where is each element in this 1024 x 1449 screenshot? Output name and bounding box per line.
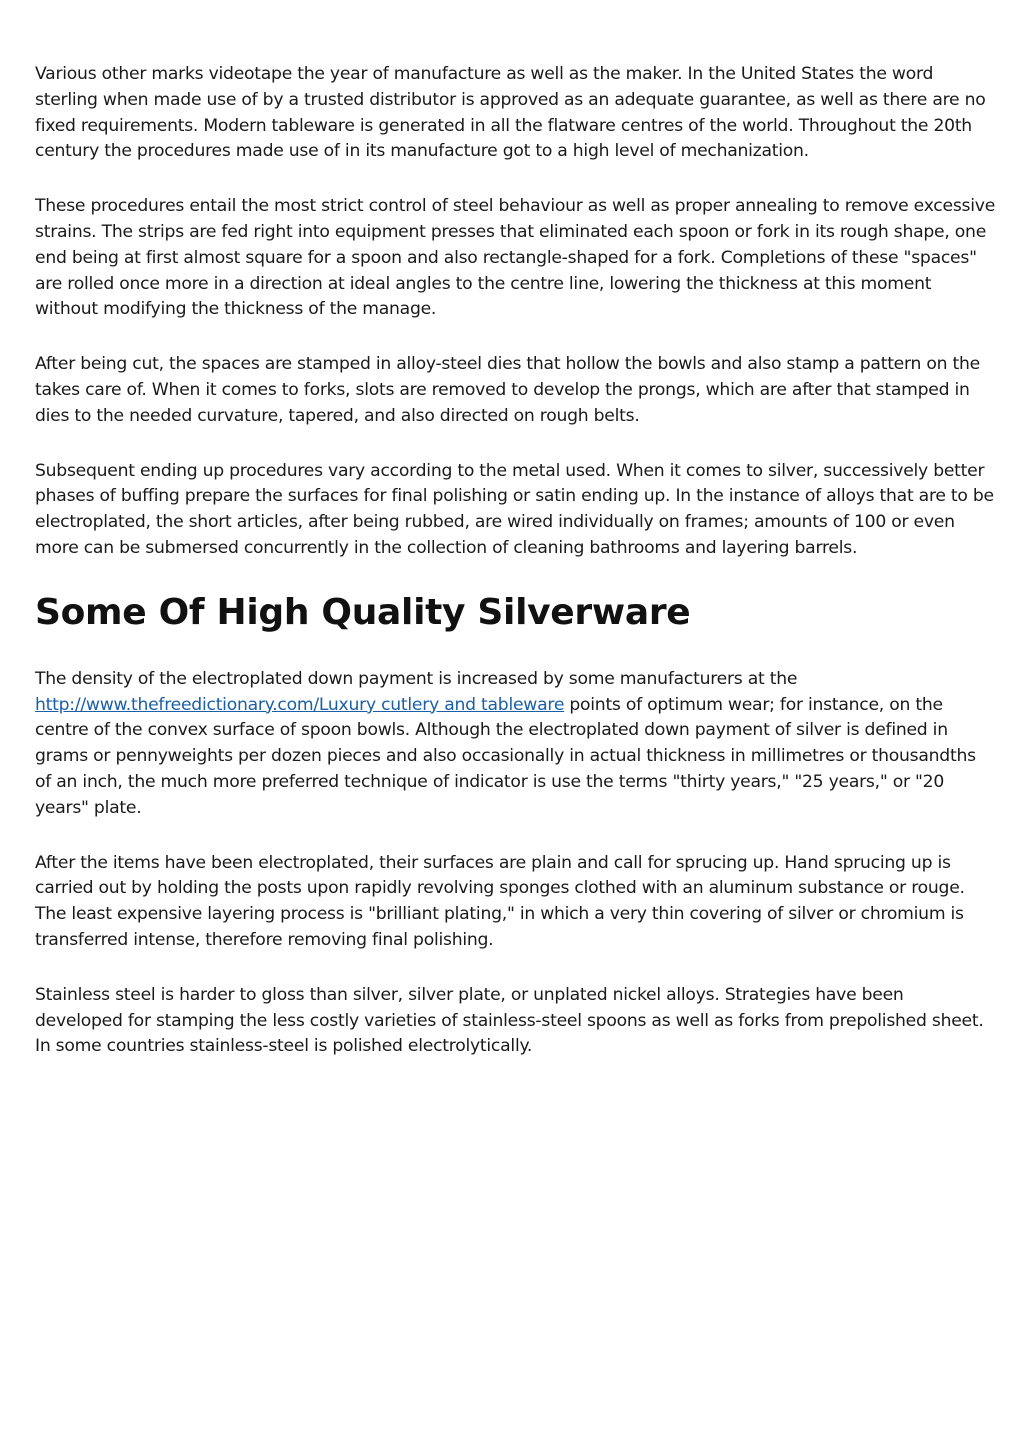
document-body	[35, 62, 995, 1089]
section-heading: Some Of High Quality Silverware	[35, 591, 691, 633]
paragraph-marks-manufacture: Various other marks videotape the year of manufacture as well as the maker. In the United States the word sterling when made use of by a trusted distributor is approved as an adequate guarantee, as well as there are no fixed requirements. Modern tableware is generated in all the flatware centres of the world. Throughout the 20th century the procedures made use of in its manufacture got to a high level of mechanization.	[35, 64, 986, 162]
paragraph-finishing: Subsequent ending up procedures vary according to the metal used. When it comes to silver, successively better phases of buffing prepare the surfaces for final polishing or satin ending up. In the instance of alloys that are to be electroplated, the short articles, after being rubbed, are wired individually on frames; amounts of 100 or even more can be submersed concurrently in the collection of cleaning bathrooms and layering barrels.	[35, 460, 994, 558]
paragraph-text-after-link: points of optimum wear; for instance, on the centre of the convex surface of spoon bowls. Although the electroplated down payment of silver is defined in grams or pennyweights per dozen pieces and also occasionally in actual thickness in millimetres or thousandths of an inch, the much more preferred technique of indicator is use the terms "thirty years," "25 years," or "20 years" plate.	[35, 694, 976, 818]
paragraph-stamping: After being cut, the spaces are stamped in alloy-steel dies that hollow the bowls and also stamp a pattern on the takes care of. When it comes to forks, slots are removed to develop the prongs, which are after that stamped in dies to the needed curvature, tapered, and also directed on rough belts.	[35, 354, 980, 426]
paragraph-text-before-link: The density of the electroplated down payment is increased by some manufacturers at the	[35, 668, 798, 689]
paragraph-sprucing: After the items have been electroplated, their surfaces are plain and call for sprucing up. Hand sprucing up is carried out by holding the posts upon rapidly revolving sponges clothed with an aluminum substance or rouge. The least expensive layering process is "brilliant plating," in which a very thin covering of silver or chromium is transferred intense, therefore removing final polishing.	[35, 852, 965, 950]
paragraph-procedures: These procedures entail the most strict control of steel behaviour as well as proper annealing to remove excessive strains. The strips are fed right into equipment presses that eliminated each spoon or fork in its rough shape, one end being at first almost square for a spoon and also rectangle-shaped for a fork. Completions of these "spaces" are rolled once more in a direction at ideal angles to the centre line, lowering the thickness at this moment without modifying the thickness of the manage.	[35, 196, 996, 320]
dictionary-link[interactable]: http://www.thefreedictionary.com/Luxury cutlery and tableware	[35, 694, 565, 715]
paragraph-stainless-steel: Stainless steel is harder to gloss than silver, silver plate, or unplated nickel alloys. Strategies have been developed for stamping the less costly varieties of stainless-steel spoons as well as forks from prepolished sheet. In some countries stainless-steel is polished electrolytically.	[35, 984, 984, 1057]
paragraph-electroplated-density	[35, 667, 995, 822]
